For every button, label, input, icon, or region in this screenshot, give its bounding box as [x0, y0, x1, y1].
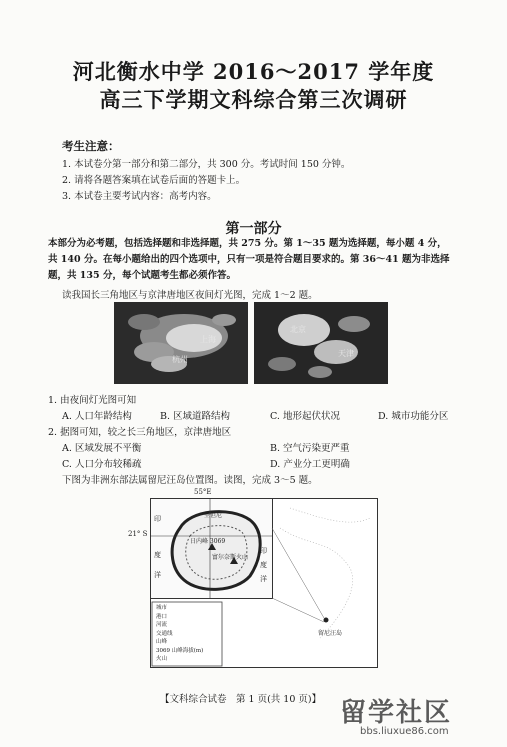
question-2-stem: 2. 据图可知，较之长三角地区，京津唐地区	[48, 427, 232, 438]
question-1-option-d: D. 城市功能分区	[378, 411, 449, 422]
ocean-label-char: 洋	[154, 571, 161, 579]
figure1-caption: 读我国长三角地区与京津唐地区夜间灯光图，完成 1～2 题。	[62, 290, 318, 301]
intro-line: 共 140 分。在每小题给出的四个选项中，只有一项是符合题目要求的。第 36～41 题为非选择	[48, 254, 450, 265]
longitude-label: 55°E	[194, 488, 212, 496]
watermark-url: bbs.liuxue86.com	[360, 726, 449, 737]
notice-item: 3. 本试卷主要考试内容：高考内容。	[62, 191, 217, 202]
reunion-location-map	[128, 488, 378, 668]
ocean-label-char: 度	[154, 551, 161, 559]
question-1-option-c: C. 地形起伏状况	[270, 411, 340, 422]
part-intro	[48, 236, 468, 284]
volcano-label: 富尔奈斯火山	[212, 554, 249, 561]
ocean-label-char: 度	[260, 561, 267, 569]
legend-item: 3069 山峰海拔(m)	[156, 647, 204, 654]
part-title: 第一部分	[225, 221, 282, 237]
legend-item: 城市	[156, 605, 168, 611]
legend-item: 港口	[156, 613, 168, 620]
exam-title-line2: 高三下学期文科综合第三次调研	[99, 87, 408, 112]
question-2-option-a: A. 区域发展不平衡	[62, 443, 142, 454]
city-label-shanghai: 上海	[200, 335, 216, 344]
night-light-image	[114, 302, 248, 384]
page-footer: 【文科综合试卷 第 1 页(共 10 页)】	[160, 694, 322, 705]
latitude-label: 21° S	[128, 530, 148, 538]
notice-item: 1. 本试卷分第一部分和第二部分，共 300 分。考试时间 150 分钟。	[62, 159, 351, 170]
ocean-label-char: 洋	[260, 575, 267, 583]
city-label-saint-denis: 圣但尼	[204, 512, 223, 519]
island-label-reunion: 留尼汪岛	[318, 630, 343, 637]
ocean-label-char: 印	[154, 515, 161, 523]
watermark-brand: 留学社区	[340, 698, 453, 728]
notice-heading: 考生注意：	[62, 139, 120, 153]
legend-item: 山峰	[156, 639, 168, 645]
peak-label: 日内峰 3069	[190, 538, 226, 545]
legend-item: 火山	[156, 656, 168, 662]
map-legend	[156, 604, 203, 664]
exam-title-line1: 河北衡水中学 2016～2017 学年度	[72, 59, 435, 84]
notice-item: 2. 请将各题答案填在试卷后面的答题卡上。	[62, 175, 246, 186]
legend-item: 交通线	[156, 630, 173, 637]
figure2-caption: 下图为非洲东部法属留尼汪岛位置图。读图，完成 3～5 题。	[62, 475, 318, 486]
ocean-label-char: 印	[260, 547, 267, 555]
legend-item: 河流	[156, 622, 168, 628]
question-2-option-c: C. 人口分布较稀疏	[62, 459, 142, 470]
question-1-stem: 1. 由夜间灯光图可知	[48, 395, 137, 406]
city-label-hangzhou: 杭州	[172, 355, 188, 364]
night-light-photo-jingjintang	[254, 302, 388, 384]
night-light-image	[254, 302, 388, 384]
city-label-tianjin: 天津	[338, 349, 354, 358]
question-2-option-d: D. 产业分工更明确	[270, 459, 350, 470]
intro-line: 题，共 135 分，每个试题考生都必须作答。	[48, 270, 236, 281]
question-1-option-b: B. 区域道路结构	[160, 411, 231, 422]
intro-line: 本部分为必考题，包括选择题和非选择题，共 275 分。第 1～35 题为选择题，每小题 4 分，	[48, 238, 447, 249]
night-light-photo-yangtze	[114, 302, 248, 384]
question-1-option-a: A. 人口年龄结构	[62, 411, 132, 422]
city-label-beijing: 北京	[290, 325, 306, 334]
question-2-option-b: B. 空气污染更严重	[270, 443, 350, 454]
